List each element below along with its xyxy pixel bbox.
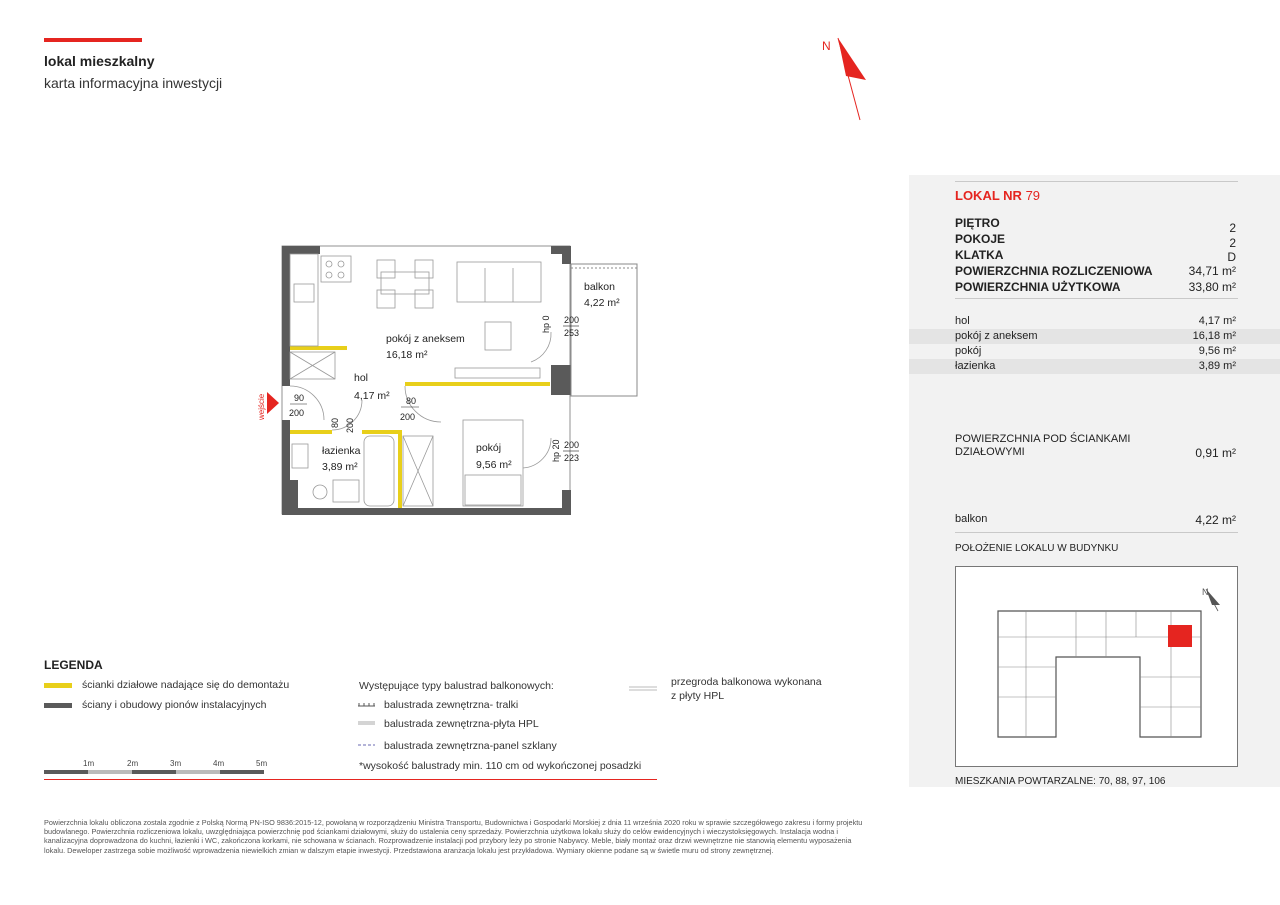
room-area-lazienka: 3,89 m² [322, 461, 358, 473]
panel-divider [955, 181, 1238, 182]
floor-plan [255, 240, 650, 525]
room-label-pokoj-aneks: pokój z aneksem [955, 330, 1038, 342]
scale-label-4m: 4m [213, 759, 225, 768]
summary-label-pow-rozl: POWIERZCHNIA ROZLICZENIOWA [955, 264, 1153, 278]
room-value-pokoj-aneks: 16,18 m² [1192, 330, 1236, 342]
dim-entry-width: 90 [294, 393, 305, 403]
room-name-balkon: balkon [584, 281, 615, 293]
scale-label-5m: 5m [256, 759, 268, 768]
room-value-hol: 4,17 m² [1198, 315, 1236, 327]
room-name-pokoj: pokój [476, 442, 502, 454]
room-area-hol: 4,17 m² [354, 390, 390, 402]
panel-divider [955, 532, 1238, 533]
legend-label-demontaz: ścianki działowe nadające się do demontażu [82, 679, 290, 691]
summary-label-pow-uzytk: POWIERZCHNIA UŻYTKOWA [955, 280, 1121, 294]
dim-room-door-width: 80 [406, 396, 417, 406]
header-accent-bar [44, 38, 142, 42]
dim-win2-height: 200 [564, 440, 580, 450]
scale-bar [44, 767, 266, 777]
balustrade-glass: balustrada zewnętrzna-panel szklany [384, 740, 557, 752]
summary-label-pokoje: POKOJE [955, 232, 1006, 246]
north-label: N [822, 39, 831, 53]
lokal-title [955, 188, 1040, 203]
dim-win2-hp: hp 20 [551, 439, 561, 462]
balcony-partition-icon [629, 685, 659, 693]
room-label-hol: hol [955, 315, 970, 327]
balustrade-tralki: balustrada zewnętrzna- tralki [384, 699, 519, 711]
legend-swatch-demontaz [44, 683, 72, 688]
unit-location-marker [1168, 625, 1192, 647]
legal-footnote: Powierzchnia lokalu obliczona zostala zgodnie z Polską Normą PN-ISO 9836:2015-12, powołaną w rozporządzeniu Ministra Transportu, Budownictwa i Gospodarki Morskiej z dnia 11 września 2020 roku w sprawie szczegółowego zakresu i formy projektu budowlanego. Powierzchnia rozliczeniowa lokalu, uwzględniająca powierzchnię pod ściankami działowymi, służy do ustalenia ceny sprzedaży. Powierzchnia użytkowa lokalu służy do celów ewidencyjnych i wieczystoksięgowych. Instalacja wodna i kanalizacyjna doprowadzona do kuchni, łazienki i WC, zakończona korkami, nie schowana w ścianach. Rozprowadzenie instalacji pod przybory leży po stronie Nabywcy. Meble, biały montaż oraz drzwi wewnętrzne nie stanowią elementu wyposażenia lokalu. Deweloper zastrzega sobie możliwość wprowadzenia niewielkich zmian w dalszym etapie inwestycji. Przedstawiona aranżacja lokalu jest przykładowa. Wymiary okienne podane są w świetle muru od strony zewnętrznej. [44, 818, 863, 855]
room-name-pokoj-aneks: pokój z aneksem [386, 333, 465, 345]
legend-swatch-sciany [44, 703, 72, 708]
room-area-pokoj-aneks: 16,18 m² [386, 349, 428, 361]
summary-value-klatka: D [1227, 250, 1236, 264]
summary-value-pietro: 2 [1229, 221, 1236, 235]
dim-bath-door-height: 200 [345, 417, 355, 433]
room-label-pokoj: pokój [955, 345, 982, 357]
room-name-lazienka: łazienka [322, 445, 361, 457]
summary-label-klatka: KLATKA [955, 248, 1004, 262]
partition-note-1: przegroda balkonowa wykonana [671, 676, 822, 688]
dim-win2-width: 223 [564, 453, 580, 463]
partition-value: 0,91 m² [1195, 446, 1236, 460]
lokal-label: LOKAL NR [955, 188, 1022, 203]
north-arrow-icon [810, 32, 880, 127]
dim-win1-width: 253 [564, 328, 580, 338]
room-area-pokoj: 9,56 m² [476, 459, 512, 471]
summary-value-pokoje: 2 [1229, 236, 1236, 250]
dim-win1-hp: hp 0 [541, 315, 551, 333]
panel-divider [955, 298, 1238, 299]
summary-value-pow-uzytk: 33,80 m² [1188, 280, 1236, 294]
scale-label-1m: 1m [83, 759, 95, 768]
room-label-lazienka: łazienka [955, 360, 996, 372]
partition-label-2: DZIAŁOWYMI [955, 446, 1025, 458]
balcony-label: balkon [955, 513, 988, 525]
dim-bath-door-width: 80 [330, 417, 340, 428]
dim-room-door-height: 200 [400, 412, 416, 422]
balustrade-note: *wysokość balustrady min. 110 cm od wykończonej posadzki [359, 760, 642, 772]
room-value-lazienka: 3,89 m² [1198, 360, 1236, 372]
page-title: lokal mieszkalny [44, 53, 155, 69]
summary-label-pietro: PIĘTRO [955, 216, 1000, 230]
dim-entry-height: 200 [289, 408, 305, 418]
balcony-value: 4,22 m² [1195, 513, 1236, 527]
partition-label-1: POWIERZCHNIA POD ŚCIANKAMI [955, 433, 1131, 445]
legend-bottom-line [44, 779, 657, 780]
balustrade-hpl: balustrada zewnętrzna-płyta HPL [384, 718, 539, 730]
page-subtitle: karta informacyjna inwestycji [44, 75, 223, 91]
scale-label-2m: 2m [127, 759, 139, 768]
lokal-number: 79 [1025, 188, 1041, 203]
repeat-units-label: MIESZKANIA POWTARZALNE: 70, 88, 97, 106 [955, 776, 1166, 787]
room-area-balkon: 4,22 m² [584, 297, 620, 309]
location-label: POŁOŻENIE LOKALU W BUDYNKU [955, 543, 1119, 554]
balustrade-icons [358, 699, 378, 755]
mini-north-label: N [1202, 587, 1209, 597]
building-location-map [955, 566, 1238, 767]
entrance-label: wejście [257, 393, 266, 420]
legend-title: LEGENDA [44, 658, 103, 672]
partition-note-2: z płyty HPL [671, 690, 725, 702]
room-value-pokoj: 9,56 m² [1198, 345, 1236, 357]
room-name-hol: hol [354, 372, 369, 384]
legend-label-sciany: ściany i obudowy pionów instalacyjnych [82, 699, 267, 711]
balustrade-title: Występujące typy balustrad balkonowych: [359, 680, 554, 692]
dim-win1-height: 200 [564, 315, 580, 325]
summary-value-pow-rozl: 34,71 m² [1188, 264, 1236, 278]
scale-label-3m: 3m [170, 759, 182, 768]
